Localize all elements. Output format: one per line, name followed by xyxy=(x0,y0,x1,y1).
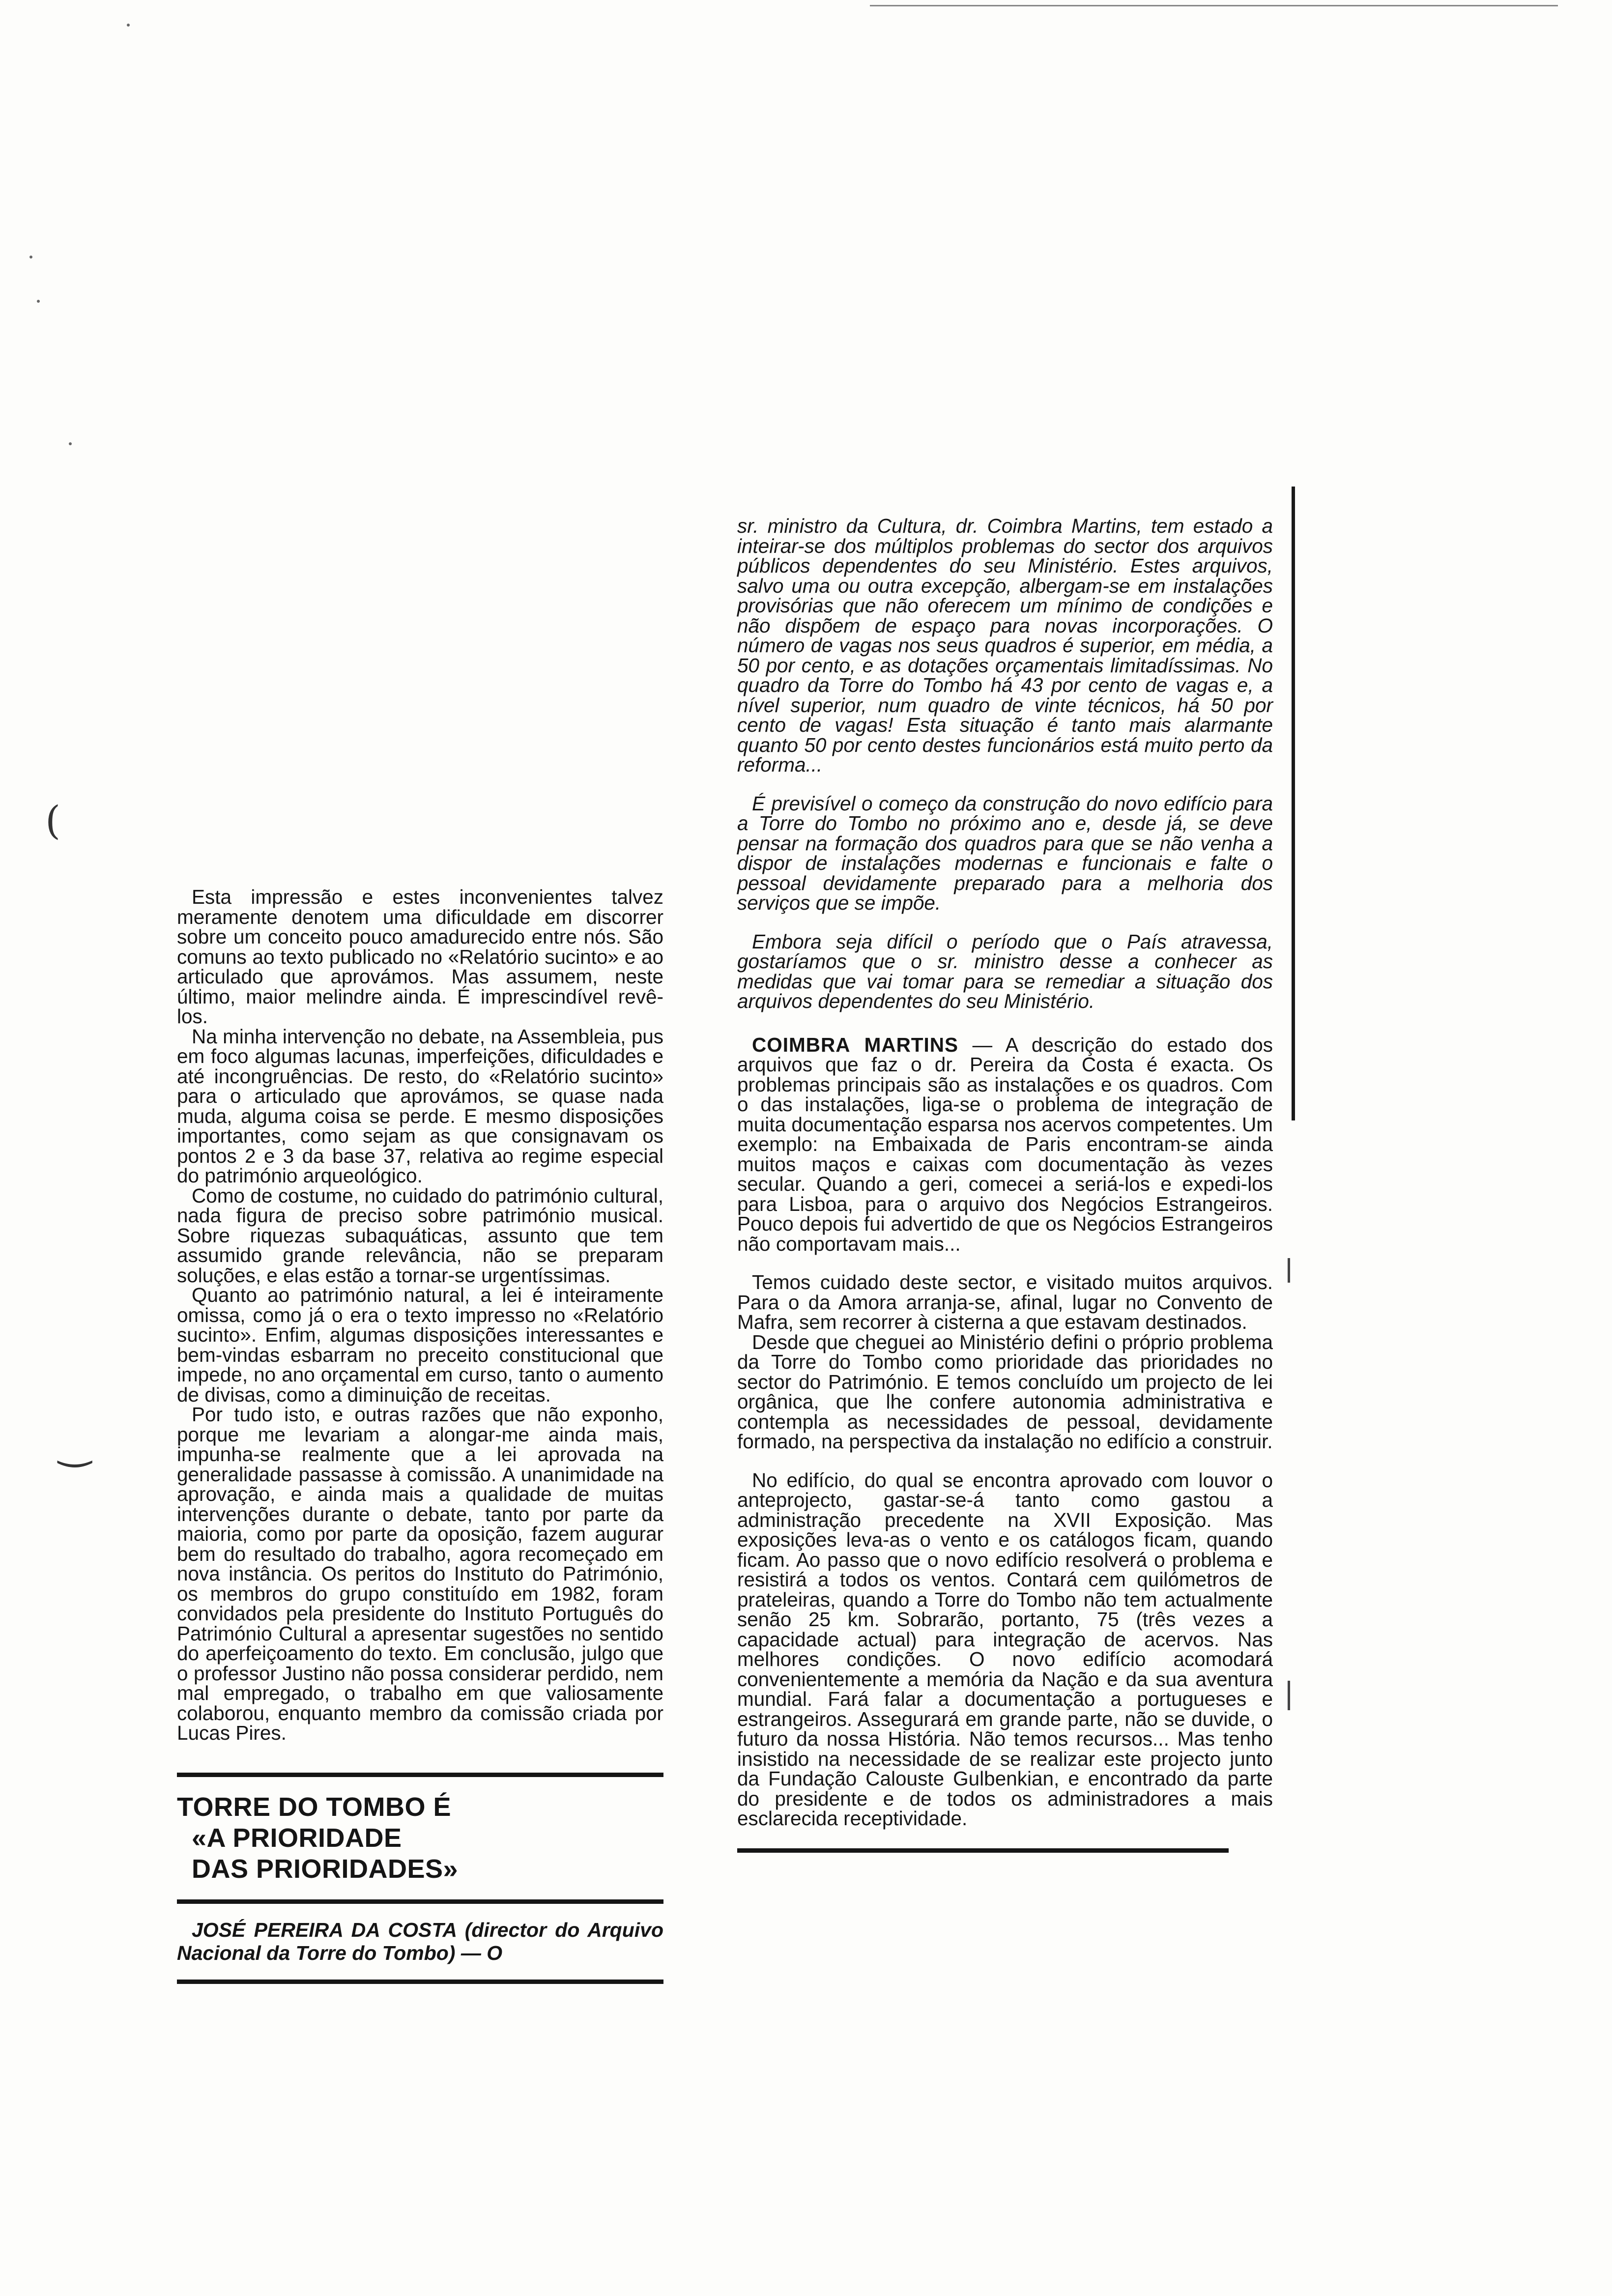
byline: JOSÉ PEREIRA DA COSTA (director do Arquivo Nacional da Torre do Tombo) — O xyxy=(177,1919,663,1965)
headline-line-2: «A PRIORIDADE xyxy=(192,1823,402,1853)
left-paragraph-2: Na minha intervenção no debate, na Assembleia, pus em foco algumas lacunas, imperfeições, dificuldades e até incongruências. De resto, do «Relatório sucinto» para o articulado que aprovámos, se quase nada muda, alguma coisa se perde. E mesmo disposições importantes, como sejam as que consignavam os pontos 2 e 3 da base 37, relativa ao regime especial do património arqueológico. xyxy=(177,1025,663,1187)
scan-speck xyxy=(69,442,72,445)
question-side-rule xyxy=(1292,487,1295,1120)
answer-paragraph-4: No edifício, do qual se encontra aprovado com louvor o anteprojecto, gastar-se-á tanto como gastou a administração precedente na XVII Exposição. Mas exposições leva-as o vento e os catálogos ficam, quando ficam. Ao passo que o novo edifício resolverá o problema e resistirá a todos os ventos. Contará cem quilómetros de prateleiras, quando a Torre do Tombo não tem actualmente senão 25 km. Sobrarão, portanto, 75 (três vezes a capacidade actual) para integração de acervos. Nas melhores condições. O novo edifício acomodará convenientemente a memória da Nação e da sua aventura mundial. Fará falar a documentação a portugueses e estrangeiros. Assegurará em grande parte, não se duvide, o futuro da nossa História. Não temos recursos... Mas tenho insistido na necessidade de se realizar este projecto junto da Fundação Calouste Gulbenkian, e encontrado da parte do presidente e de todos os administradores a mais esclarecida receptividade. xyxy=(737,1468,1273,1830)
headline-top-rule xyxy=(177,1773,663,1777)
left-column xyxy=(177,887,663,1984)
question-paragraph-2: É previsível o começo da construção do novo edifício para a Torre do Tombo no próximo ano e, desde já, se deve pensar na formação dos quadros para que se não venha a dispor de instalações modernas e funcionais e falte o pessoal devidamente preparado para a melhoria dos serviços que se impõe. xyxy=(737,792,1273,914)
scan-speck xyxy=(29,256,32,258)
right-column xyxy=(737,516,1273,1853)
scan-top-line xyxy=(870,5,1558,6)
answer-paragraph-1 xyxy=(737,1035,1273,1254)
side-rule-dash xyxy=(1288,1681,1290,1710)
headline-bottom-rule xyxy=(177,1899,663,1904)
scan-speck xyxy=(127,24,130,27)
left-paragraph-4: Quanto ao património natural, a lei é inteiramente omissa, como já o era o texto impresso no «Relatório sucinto». Enfim, algumas disposições interessantes e bem-vindas esbarram no preceito constitucional que impede, no ano orçamental em curso, tanto o aumento de divisas, como a diminuição de receitas. xyxy=(177,1284,663,1406)
left-paragraph-5: Por tudo isto, e outras razões que não exponho, porque me levariam a alongar-me ainda mais, impunha-se realmente que a lei aprovada na generalidade passasse à comissão. A unanimidade na aprovação, e ainda mais a qualidade de muitas intervenções durante o debate, tanto por parte da maioria, como por parte da oposição, fazem augurar bem do resultado do trabalho, agora recomeçado em nova instância. Os peritos do Instituto do Património, os membros do grupo constituído em 1982, foram convidados pela presidente do Instituto Português do Património Cultural a apresentar sugestões no sentido do aperfeiçoamento do texto. Em conclusão, julgo que o professor Justino não possa considerar perdido, nem mal empregado, o trabalho em que valiosamente colaborou, enquanto membro da comissão criada por Lucas Pires. xyxy=(177,1403,663,1744)
headline-line-3: DAS PRIORIDADES» xyxy=(192,1854,459,1884)
article-headline xyxy=(177,1792,663,1885)
side-rule-dash xyxy=(1288,1258,1290,1283)
speaker-name: COIMBRA MARTINS xyxy=(752,1033,959,1056)
left-paragraph-1: Esta impressão e estes inconvenientes talvez meramente denotem uma dificuldade em discorrer sobre um conceito pouco amadurecido entre nós. São comuns ao texto publicado no «Relatório sucinto» e ao articulado que aprovámos. Mas assumem, neste último, maior melindre ainda. É imprescindível revê-los. xyxy=(177,886,663,1028)
margin-dash-mark: ‿ xyxy=(59,1422,91,1467)
byline-bottom-rule xyxy=(177,1980,663,1984)
headline-line-1: TORRE DO TOMBO É xyxy=(177,1792,452,1822)
question-paragraph-3: Embora seja difícil o período que o País atravessa, gostaríamos que o sr. ministro desse a conhecer as medidas que vai tomar para se remediar a situação dos arquivos dependentes do seu Ministério. xyxy=(737,930,1273,1012)
answer-paragraph-3: Desde que cheguei ao Ministério defini o próprio problema da Torre do Tombo como prioridade das prioridades no sector do Património. E temos concluído um projecto de lei orgânica, que lhe confere autonomia administrativa e contempla as necessidades de pessoal, devidamente formado, na perspectiva da instalação no edifício a construir. xyxy=(737,1330,1273,1453)
article-end-rule xyxy=(737,1848,1229,1853)
answer-paragraph-1-text: — A descrição do estado dos arquivos que faz o dr. Pereira da Costa é exacta. Os problemas principais são as instalações e os quadros. Com o das instalações, liga-se o problema de integração de muita documentação esparsa nos acervos competentes. Um exemplo: na Embaixada de Paris encontram-se ainda muitos maços e caixas com documentação às vezes secular. Quando a geri, comecei a seriá-los e expedi-los para Lisboa, para o arquivo dos Negócios Estrangeiros. Pouco depois fui advertido de que os Negócios Estrangeiros não comportavam mais... xyxy=(737,1033,1273,1255)
answer-paragraph-2: Temos cuidado deste sector, e visitado muitos arquivos. Para o da Amora arranja-se, afinal, lugar no Convento de Mafra, sem recorrer à cisterna a que estavam destinados. xyxy=(737,1271,1273,1333)
question-paragraph-1: sr. ministro da Cultura, dr. Coimbra Martins, tem estado a inteirar-se dos múltiplos problemas do sector dos arquivos públicos dependentes do seu Ministério. Estes arquivos, salvo uma ou outra excepção, albergam-se em instalações provisórias que não oferecem um mínimo de condições e não dispõem de espaço para novas incorporações. O número de vagas nos seus quadros é superior, em média, a 50 por cento, e as dotações orçamentais limitadíssimas. No quadro da Torre do Tombo há 43 por cento de vagas e, a nível superior, num quadro de vinte técnicos, há 50 por cento de vagas! Esta situação é tanto mais alarmante quanto 50 por cento destes funcionários está muito perto da reforma... xyxy=(737,515,1273,776)
scan-speck xyxy=(37,300,40,303)
left-paragraph-3: Como de costume, no cuidado do património cultural, nada figura de preciso sobre património musical. Sobre riquezas subaquáticas, assunto que tem assumido grande relevância, não se preparam soluções, e elas estão a tornar-se urgentíssimas. xyxy=(177,1184,663,1287)
margin-bracket-mark: ( xyxy=(45,798,61,843)
